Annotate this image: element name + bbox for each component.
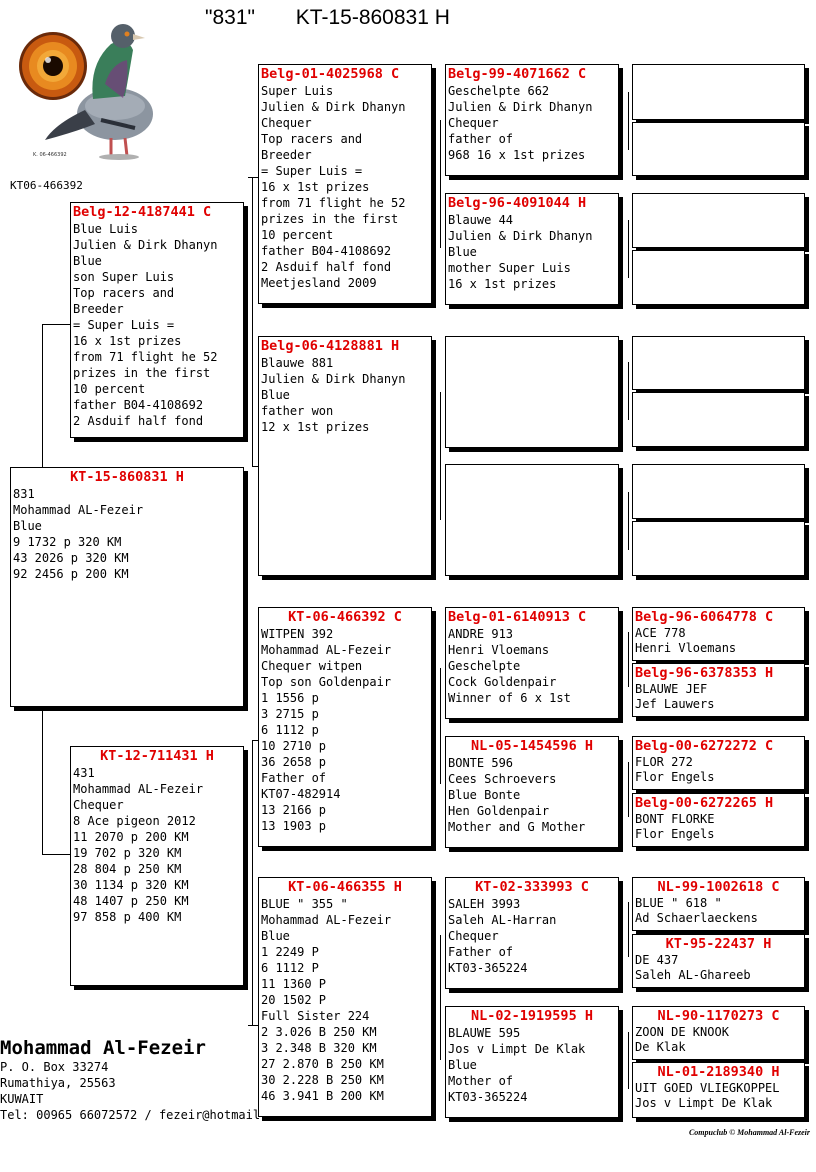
detail-line: Mother of xyxy=(448,1074,514,1088)
detail-line: Father of xyxy=(261,771,327,785)
sdd-card-empty xyxy=(445,464,619,576)
detail-line: Super Luis xyxy=(261,84,334,98)
detail-line: 2 Asduif half fond xyxy=(261,260,392,274)
ring-number: Belg-96-6064778 C xyxy=(635,609,774,625)
detail-line: 36 2658 p xyxy=(261,755,327,769)
detail-line: Geschelpte xyxy=(448,659,521,673)
detail-line: Blue xyxy=(448,245,477,259)
detail-line: Full Sister 224 xyxy=(261,1009,370,1023)
detail-line: prizes in the first xyxy=(73,366,211,380)
connector xyxy=(252,177,253,466)
detail-line: Chequer xyxy=(261,116,312,130)
sire-dam-card xyxy=(258,336,432,576)
detail-line: ANDRE 913 xyxy=(448,627,514,641)
detail-line: Saleh AL-Harran xyxy=(448,913,557,927)
detail-line: Ad Schaerlaeckens xyxy=(635,911,758,925)
detail-line: Julien & Dirk Dhanyn xyxy=(73,238,218,252)
detail-line: Jos v Limpt De Klak xyxy=(448,1042,586,1056)
detail-line: Blauwe 881 xyxy=(261,356,334,370)
detail-line: father B04-4108692 xyxy=(261,244,392,258)
detail-line: KT03-365224 xyxy=(448,1090,528,1104)
detail-line: 30 1134 p 320 KM xyxy=(73,878,189,892)
detail-line: Blauwe 44 xyxy=(448,213,514,227)
ring-number: KT-06-466355 H xyxy=(288,879,402,895)
detail-line: 10 percent xyxy=(73,382,146,396)
detail-line: 16 x 1st prizes xyxy=(261,180,370,194)
detail-line: 46 3.941 B 200 KM xyxy=(261,1089,384,1103)
detail-line: De Klak xyxy=(635,1040,686,1054)
g5-card-empty xyxy=(632,250,805,305)
detail-line: UIT GOED VLIEGKOPPEL xyxy=(635,1081,780,1095)
detail-line: 13 2166 p xyxy=(261,803,327,817)
detail-line: 13 1903 p xyxy=(261,819,327,833)
detail-line: 9 1732 p 320 KM xyxy=(13,535,122,549)
connector xyxy=(42,324,43,470)
connector xyxy=(42,324,70,325)
detail-line: BLUE " 618 " xyxy=(635,896,722,910)
detail-line: Blue xyxy=(261,388,290,402)
ring-number: NL-99-1002618 C xyxy=(657,879,780,895)
detail-line: 11 2070 p 200 KM xyxy=(73,830,189,844)
detail-line: 92 2456 p 200 KM xyxy=(13,567,129,581)
detail-line: Chequer witpen xyxy=(261,659,363,673)
detail-line: father B04-4108692 xyxy=(73,398,204,412)
header-nickname: "831" xyxy=(205,6,255,29)
ring-number: KT-12-711431 H xyxy=(100,748,214,764)
sire-sire-card xyxy=(258,64,432,304)
dss-card xyxy=(445,607,619,719)
connector xyxy=(440,935,441,1060)
detail-line: Cees Schroevers xyxy=(448,772,557,786)
sds-card-empty xyxy=(445,336,619,448)
detail-line: FLOR 272 xyxy=(635,755,693,769)
connector xyxy=(628,1032,629,1089)
detail-line: 11 1360 P xyxy=(261,977,327,991)
owner-name: Mohammad Al-Fezeir xyxy=(0,1037,206,1059)
detail-line: Hen Goldenpair xyxy=(448,804,550,818)
detail-line: Top racers and xyxy=(261,132,363,146)
detail-line: BLAUWE JEF xyxy=(635,682,708,696)
detail-line: Henri Vloemans xyxy=(448,643,550,657)
detail-line: Blue Luis xyxy=(73,222,139,236)
subject-card xyxy=(10,467,244,707)
detail-line: 6 1112 P xyxy=(261,961,319,975)
detail-line: Blue xyxy=(261,929,290,943)
detail-line: 1 1556 p xyxy=(261,691,319,705)
g5-card xyxy=(632,877,805,931)
owner-block xyxy=(0,1037,267,1123)
detail-line: Blue xyxy=(13,519,42,533)
detail-line: BLAUWE 595 xyxy=(448,1026,521,1040)
g5-card xyxy=(632,934,805,988)
detail-line: Top racers and xyxy=(73,286,175,300)
ring-number: NL-01-2189340 H xyxy=(657,1064,780,1080)
g5-card-empty xyxy=(632,392,805,447)
detail-line: Jef Lauwers xyxy=(635,697,715,711)
detail-line: 8 Ace pigeon 2012 xyxy=(73,814,196,828)
g5-card-empty xyxy=(632,122,805,176)
g5-card xyxy=(632,607,805,661)
detail-line: ZOON DE KNOOK xyxy=(635,1025,729,1039)
detail-line: Chequer xyxy=(448,116,499,130)
detail-line: Chequer xyxy=(448,929,499,943)
detail-line: WITPEN 392 xyxy=(261,627,334,641)
detail-line: Meetjesland 2009 xyxy=(261,276,377,290)
detail-line: Mohammad AL-Fezeir xyxy=(261,913,392,927)
connector xyxy=(628,762,629,817)
dam-card xyxy=(70,746,244,986)
detail-line: Mohammad AL-Fezeir xyxy=(73,782,204,796)
detail-line: Flor Engels xyxy=(635,827,715,841)
detail-line: from 71 flight he 52 xyxy=(261,196,406,210)
detail-line: 3 2.348 B 320 KM xyxy=(261,1041,377,1055)
ring-number: Belg-01-4025968 C xyxy=(261,66,400,82)
detail-line: 19 702 p 320 KM xyxy=(73,846,182,860)
connector xyxy=(628,632,629,687)
ring-number: NL-90-1170273 C xyxy=(657,1008,780,1024)
detail-line: Winner of 6 x 1st xyxy=(448,691,571,705)
g5-card xyxy=(632,793,805,847)
connector xyxy=(248,177,258,178)
detail-line: Julien & Dirk Dhanyn xyxy=(448,100,593,114)
connector xyxy=(440,120,441,248)
detail-line: DE 437 xyxy=(635,953,679,967)
detail-line: ACE 778 xyxy=(635,626,686,640)
detail-line: Mohammad AL-Fezeir xyxy=(13,503,144,517)
ring-number: Belg-00-6272265 H xyxy=(635,795,774,811)
g5-card xyxy=(632,1006,805,1060)
detail-line: 16 x 1st prizes xyxy=(448,277,557,291)
detail-line: father of xyxy=(448,132,514,146)
detail-line: BONT FLORKE xyxy=(635,812,715,826)
detail-line: Chequer xyxy=(73,798,124,812)
detail-line: 12 x 1st prizes xyxy=(261,420,370,434)
detail-line: Julien & Dirk Dhanyn xyxy=(261,100,406,114)
detail-line: 30 2.228 B 250 KM xyxy=(261,1073,384,1087)
connector xyxy=(628,902,629,957)
pigeon-photo xyxy=(15,14,165,164)
sire-card xyxy=(70,202,244,438)
detail-line: 43 2026 p 320 KM xyxy=(13,551,129,565)
detail-line: Blue xyxy=(73,254,102,268)
detail-line: Mohammad AL-Fezeir xyxy=(261,643,392,657)
detail-line: 10 percent xyxy=(261,228,334,242)
sss-card xyxy=(445,64,619,176)
detail-line: BONTE 596 xyxy=(448,756,514,770)
detail-line: 27 2.870 B 250 KM xyxy=(261,1057,384,1071)
detail-line: Father of xyxy=(448,945,514,959)
detail-line: 968 16 x 1st prizes xyxy=(448,148,586,162)
ssd-card xyxy=(445,193,619,305)
ring-number: NL-02-1919595 H xyxy=(471,1008,593,1024)
ring-number: KT-95-22437 H xyxy=(665,936,772,952)
detail-line: KT07-482914 xyxy=(261,787,341,801)
detail-line: 10 2710 p xyxy=(261,739,327,753)
detail-line: 2 Asduif half fond xyxy=(73,414,204,428)
detail-line: 831 xyxy=(13,487,35,501)
ring-number: Belg-12-4187441 C xyxy=(73,204,212,220)
detail-line: Jos v Limpt De Klak xyxy=(635,1096,773,1110)
owner-line: Rumathiya, 25563 xyxy=(0,1076,116,1090)
detail-line: Julien & Dirk Dhanyn xyxy=(448,229,593,243)
connector xyxy=(248,1025,258,1026)
detail-line: prizes in the first xyxy=(261,212,399,226)
ring-number: NL-05-1454596 H xyxy=(471,738,593,754)
detail-line: 2 3.026 B 250 KM xyxy=(261,1025,377,1039)
detail-line: from 71 flight he 52 xyxy=(73,350,218,364)
detail-line: Henri Vloemans xyxy=(635,641,737,655)
detail-line: Top son Goldenpair xyxy=(261,675,392,689)
detail-line: Julien & Dirk Dhanyn xyxy=(261,372,406,386)
detail-line: KT03-365224 xyxy=(448,961,528,975)
owner-line: KUWAIT xyxy=(0,1092,44,1106)
g5-card-empty xyxy=(632,521,805,576)
ring-number: Belg-06-4128881 H xyxy=(261,338,400,354)
ddd-card xyxy=(445,1006,619,1118)
detail-line: 1 2249 P xyxy=(261,945,319,959)
detail-line: father won xyxy=(261,404,334,418)
detail-line: BLUE " 355 " xyxy=(261,897,348,911)
detail-line: mother Super Luis xyxy=(448,261,571,275)
dsd-card xyxy=(445,736,619,848)
connector xyxy=(42,704,43,854)
svg-text:K. 06-466392: K. 06-466392 xyxy=(33,152,67,158)
connector xyxy=(628,220,629,278)
connector xyxy=(440,392,441,520)
detail-line: 97 858 p 400 KM xyxy=(73,910,182,924)
ring-number: Belg-99-4071662 C xyxy=(448,66,587,82)
ring-number: Belg-96-4091044 H xyxy=(448,195,587,211)
detail-line: Mother and G Mother xyxy=(448,820,586,834)
footer-credit: Compuclub © Mohammad Al-Fezeir xyxy=(688,1128,810,1137)
owner-line: Tel: 00965 66072572 / fezeir@hotmail. xyxy=(0,1108,268,1122)
g5-card xyxy=(632,736,805,790)
connector xyxy=(628,492,629,550)
ring-number: Belg-01-6140913 C xyxy=(448,609,587,625)
ring-number: KT-15-860831 H xyxy=(70,469,184,485)
g5-card-empty xyxy=(632,193,805,248)
detail-line: 431 xyxy=(73,766,95,780)
detail-line: son Super Luis xyxy=(73,270,175,284)
detail-line: = Super Luis = xyxy=(73,318,175,332)
detail-line: 16 x 1st prizes xyxy=(73,334,182,348)
g5-card-empty xyxy=(632,64,805,120)
dds-card xyxy=(445,877,619,989)
detail-line: Blue xyxy=(448,1058,477,1072)
connector xyxy=(42,854,70,855)
detail-line: Cock Goldenpair xyxy=(448,675,557,689)
connector xyxy=(628,92,629,150)
detail-line: = Super Luis = xyxy=(261,164,363,178)
detail-line: 6 1112 p xyxy=(261,723,319,737)
detail-line: Saleh AL-Ghareeb xyxy=(635,968,751,982)
ring-number: KT-02-333993 C xyxy=(475,879,589,895)
connector xyxy=(628,362,629,420)
detail-line: Blue Bonte xyxy=(448,788,521,802)
detail-line: 3 2715 p xyxy=(261,707,319,721)
ring-number: Belg-96-6378353 H xyxy=(635,665,774,681)
detail-line: 48 1407 p 250 KM xyxy=(73,894,189,908)
g5-card xyxy=(632,663,805,717)
g5-card xyxy=(632,1062,805,1118)
detail-line: 20 1502 P xyxy=(261,993,327,1007)
detail-line: Flor Engels xyxy=(635,770,715,784)
detail-line: Geschelpte 662 xyxy=(448,84,550,98)
detail-line: Breeder xyxy=(73,302,124,316)
connector xyxy=(252,740,253,1025)
detail-line: SALEH 3993 xyxy=(448,897,521,911)
photo-caption: KT06-466392 xyxy=(10,179,83,192)
g5-card-empty xyxy=(632,464,805,519)
header-ring: KT-15-860831 H xyxy=(295,6,450,29)
dam-sire-card xyxy=(258,607,432,847)
dam-dam-card xyxy=(258,877,432,1117)
page-header xyxy=(205,6,450,30)
owner-line: P. O. Box 33274 xyxy=(0,1060,109,1074)
detail-line: 28 804 p 250 KM xyxy=(73,862,182,876)
g5-card-empty xyxy=(632,336,805,390)
ring-number: KT-06-466392 C xyxy=(288,609,402,625)
ring-number: Belg-00-6272272 C xyxy=(635,738,774,754)
connector xyxy=(440,668,441,784)
detail-line: Breeder xyxy=(261,148,312,162)
